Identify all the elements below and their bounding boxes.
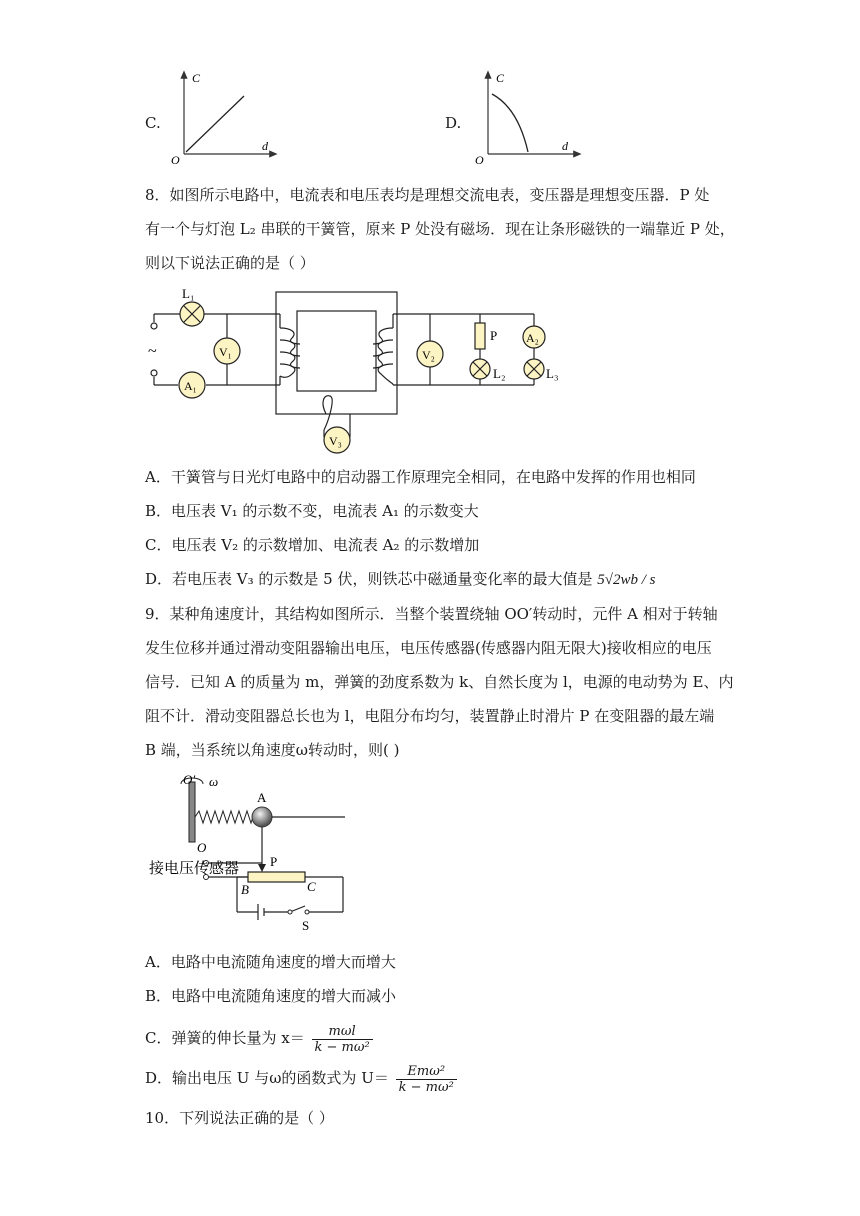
input-terminal-bottom <box>151 370 157 376</box>
q8-stem-line1: 8．如图所示电路中，电流表和电压表均是理想交流电表，变压器是理想变压器．P 处 <box>145 186 710 204</box>
label-o-prime: O′ <box>183 772 196 787</box>
origin-label: O <box>171 153 180 167</box>
q8-option-d-value: 5√2wb / s <box>597 572 656 588</box>
q8-stem-line2: 有一个与灯泡 L₂ 串联的干簧管，原来 P 处没有磁场．现在让条形磁铁的一端靠近 P 处， <box>145 220 735 238</box>
q9-stem-line3: 信号．已知 A 的质量为 m，弹簧的劲度系数为 k、自然长度为 l，电源的电动势为 E、内 <box>145 673 734 691</box>
q9-option-d <box>145 1062 457 1095</box>
label-sensor: 接电压传感器 <box>149 861 240 877</box>
label-a1: A₁ <box>184 379 197 393</box>
label-p: P <box>490 328 498 343</box>
option-d-label: D. <box>445 114 462 132</box>
q10-stem: 10．下列说法正确的是（ ） <box>145 1109 334 1127</box>
label-v1: V₁ <box>219 345 232 359</box>
q9-stem-line5: B 端，当系统以角速度ω转动时，则( ) <box>145 741 400 759</box>
decreasing-curve <box>492 94 528 152</box>
fraction-numerator: mωl <box>312 1024 373 1040</box>
lamp-l3 <box>524 359 544 379</box>
mass-a <box>252 807 272 827</box>
q9-option-c-fraction <box>312 1024 373 1055</box>
axis-y-label: C <box>192 71 201 85</box>
label-a: A <box>257 790 267 805</box>
label-c: C <box>307 879 316 894</box>
q9-option-a: A．电路中电流随角速度的增大而增大 <box>145 953 396 971</box>
rheostat <box>248 872 305 882</box>
label-omega: ω <box>209 774 219 789</box>
lamp-l2 <box>470 359 490 379</box>
axis-x-label: d <box>262 139 268 153</box>
rotating-shaft <box>189 782 195 842</box>
lamp-l1 <box>180 302 204 326</box>
option-c-label: C. <box>145 114 161 132</box>
label-l3: L₃ <box>546 366 559 381</box>
label-v2: V₂ <box>422 348 435 362</box>
q8-option-c: C．电压表 V₂ 的示数增加、电流表 A₂ 的示数增加 <box>145 536 480 554</box>
q9-option-c-prefix: C．弹簧的伸长量为 x＝ <box>145 1029 305 1047</box>
label-o: O <box>197 840 207 855</box>
fraction-denominator: k − mω² <box>398 1079 454 1095</box>
q9-option-d-prefix: D．输出电压 U 与ω的函数式为 U＝ <box>145 1069 389 1087</box>
graph-d <box>472 68 582 168</box>
q9-option-b: B．电路中电流随角速度的增大而减小 <box>145 987 397 1005</box>
angular-velocity-meter-diagram <box>145 770 360 935</box>
label-v3: V₃ <box>329 434 342 448</box>
graph-c <box>168 68 278 168</box>
ac-symbol: ~ <box>148 343 157 360</box>
q8-option-d <box>145 569 656 590</box>
q9-stem-line2: 发生位移并通过滑动变阻器输出电压，电压传感器(传感器内阻无限大)接收相应的电压 <box>145 639 712 657</box>
label-s: S <box>302 918 310 933</box>
label-a2: A₂ <box>526 331 539 345</box>
label-b: B <box>241 882 249 897</box>
q9-option-d-fraction <box>396 1064 457 1095</box>
label-p: P <box>270 854 278 869</box>
switch-contact <box>305 910 309 914</box>
q8-option-b: B．电压表 V₁ 的示数不变，电流表 A₁ 的示数变大 <box>145 502 479 520</box>
q8-option-d-prefix: D．若电压表 V₃ 的示数是 5 伏，则铁芯中磁通量变化率的最大值是 <box>145 570 593 588</box>
transformer-circuit-diagram <box>140 282 560 460</box>
input-terminal-top <box>151 323 157 329</box>
q8-stem-line3: 则以下说法正确的是（ ） <box>145 254 315 272</box>
axis-y-label: C <box>496 71 505 85</box>
q9-option-c <box>145 1022 373 1055</box>
reed-switch-p <box>475 323 485 349</box>
axis-x-label: d <box>562 139 568 153</box>
fraction-numerator: Emω² <box>396 1064 457 1080</box>
fraction-denominator: k − mω² <box>314 1039 370 1055</box>
label-l1: L₁ <box>182 286 195 301</box>
origin-label: O <box>475 153 484 167</box>
linear-curve <box>186 96 244 152</box>
q9-stem-line1: 9．某种角速度计，其结构如图所示．当整个装置绕轴 OO′转动时，元件 A 相对于转轴 <box>145 605 718 623</box>
q9-stem-line4: 阻不计．滑动变阻器总长也为 l，电阻分布均匀，装置静止时滑片 P 在变阻器的最左端 <box>145 707 715 725</box>
switch-pivot <box>288 910 292 914</box>
q8-option-a: A．干簧管与日光灯电路中的启动器工作原理完全相同，在电路中发挥的作用也相同 <box>145 468 696 486</box>
label-l2: L₂ <box>493 366 506 381</box>
